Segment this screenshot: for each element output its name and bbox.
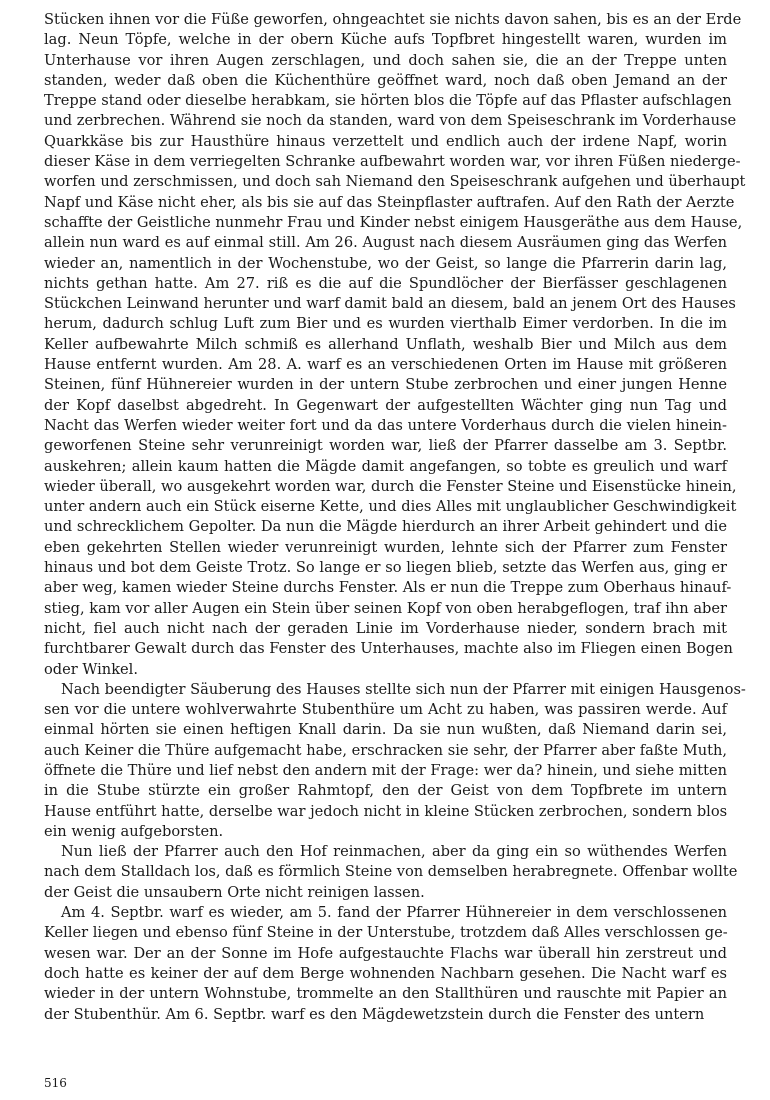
text-line: Keller liegen und ebenso fünf Steine in der Unterstube, trotzdem daß Alles verschlossen ge- [44,924,728,942]
text-line: worfen und zerschmissen, und doch sah Niemand den Speiseschrank aufgehen und überhaupt [44,173,746,191]
text-line: Stücken ihnen vor die Füße geworfen, ohngeachtet sie nichts davon sahen, bis es an der Erde [44,11,742,28]
text-line: furchtbarer Gewalt durch das Fenster des Unterhauses, machte also im Fliegen einen Bogen [44,640,733,658]
paragraph [44,903,727,1025]
text-line: wieder an, namentlich in der Wochenstube, wo der Geist, so lange die Pfarrerin darin lag, [44,254,727,272]
text-line: herum, dadurch schlug Luft zum Bier und es wurden vierthalb Eimer verdorben. In die im [44,315,727,333]
text-line: hinaus und bot dem Geiste Trotz. So lange er so liegen blieb, setzte das Werfen aus, ging er [44,559,727,577]
text-line: und schrecklichem Gepolter. Da nun die Mägde hierdurch an ihrer Arbeit gehindert und die [44,518,727,536]
text-line: einmal hörten sie einen heftigen Knall darin. Da sie nun wußten, daß Niemand darin sei, [44,721,727,739]
text-line: eben gekehrten Stellen wieder verunreinigt wurden, lehnte sich der Pfarrer zum Fenster [44,538,727,556]
text-line: der Stubenthür. Am 6. Septbr. warf es den Mägdewetzstein durch die Fenster des untern [44,1005,705,1023]
text-line: nicht, fiel auch nicht nach der geraden Linie im Vorderhause nieder, sondern brach mit [44,619,727,637]
text-line: Nun ließ der Pfarrer auch den Hof reinmachen, aber da ging ein so wüthendes Werfen [61,843,727,861]
text-line: Am 4. Septbr. warf es wieder, am 5. fand der Pfarrer Hühnereier in dem verschlossenen [61,904,727,922]
text-line: öffnete die Thüre und lief nebst den andern mit der Frage: wer da? hinein, und siehe mitten [44,761,727,779]
paragraph [44,10,746,680]
text-line: sen vor die untere wohlverwahrte Stubenthüre um Acht zu haben, was passiren werde. Auf [44,701,727,719]
paragraph [44,842,738,903]
text-line: der Geist die unsaubern Orte nicht reinigen lassen. [44,883,425,901]
text-line: nach dem Stalldach los, daß es förmlich Steine von demselben herabregnete. Offenbar wollte [44,863,738,881]
text-line: allein nun ward es auf einmal still. Am 26. August nach diesem Ausräumen ging das Werfen [44,234,727,252]
text-line: Treppe stand oder dieselbe herabkam, sie hörten blos die Töpfe auf das Pflaster aufschlagen [44,92,732,110]
text-line: doch hatte es keiner der auf dem Berge wohnenden Nachbarn gesehen. Die Nacht warf es [44,964,727,982]
text-line: Unterhause vor ihren Augen zerschlagen, und doch sahen sie, die an der Treppe unten [44,51,727,69]
page-number: 516 [44,1076,67,1090]
text-line: in die Stube stürzte ein großer Rahmtopf, den der Geist von dem Topfbrete im untern [44,782,727,800]
text-line: wieder überall, wo ausgekehrt worden war, durch die Fenster Steine und Eisenstücke hinein, [44,477,737,495]
text-line: geworfenen Steine sehr verunreinigt worden war, ließ der Pfarrer dasselbe am 3. Septbr. [44,437,727,455]
text-line: aber weg, kamen wieder Steine durchs Fenster. Als er nun die Treppe zum Oberhaus hinauf- [44,579,732,597]
text-line: Steinen, fünf Hühnereier wurden in der untern Stube zerbrochen und einer jungen Henne [44,376,727,394]
text-line: schaffte der Geistliche nunmehr Frau und Kinder nebst einigem Hausgeräthe aus dem Hause, [44,213,743,231]
text-line: Stückchen Leinwand herunter und warf damit bald an diesem, bald an jenem Ort des Hauses [44,295,736,313]
text-line: lag. Neun Töpfe, welche in der obern Küche aufs Topfbret hingestellt waren, wurden im [44,31,727,49]
text-line: Keller aufbewahrte Milch schmiß es allerhand Unflath, weshalb Bier und Milch aus dem [44,335,727,353]
text-line: wesen war. Der an der Sonne im Hofe aufgestauchte Flachs war überall hin zerstreut und [44,944,727,962]
text-line: nichts gethan hatte. Am 27. riß es die auf die Spundlöcher der Bierfässer geschlagenen [44,274,727,292]
text-line: oder Winkel. [44,660,138,678]
text-line: Hause entführt hatte, derselbe war jedoch nicht in kleine Stücken zerbrochen, sondern blos [44,802,728,820]
text-line: Napf und Käse nicht eher, als bis sie auf das Steinpflaster auftrafen. Auf den Rath der Aerzte [44,193,735,211]
text-line: wieder in der untern Wohnstube, trommelte an den Stallthüren und rauschte mit Papier an [44,985,727,1003]
body-text [44,10,746,1025]
text-line: Quarkkäse bis zur Hausthüre hinaus verzettelt und endlich auch der irdene Napf, worin [44,132,727,150]
text-line: Nacht das Werfen wieder weiter fort und da das untere Vorderhaus durch die vielen hinein- [44,416,727,434]
text-line: Hause entfernt wurden. Am 28. A. warf es an verschiedenen Orten im Hause mit größeren [44,356,727,374]
text-line: und zerbrechen. Während sie noch da standen, ward von dem Speiseschrank im Vorderhause [44,112,737,130]
paragraph [44,680,746,842]
text-line: auskehren; allein kaum hatten die Mägde damit angefangen, so tobte es greulich und warf [44,457,727,475]
text-line: Nach beendigter Säuberung des Hauses stellte sich nun der Pfarrer mit einigen Hausgenos- [61,680,746,698]
text-line: dieser Käse in dem verriegelten Schranke aufbewahrt worden war, vor ihren Füßen niederge- [44,153,741,171]
text-line: stieg, kam vor aller Augen ein Stein über seinen Kopf von oben herabgeflogen, traf ihn aber [44,599,727,617]
text-line: der Kopf daselbst abgedreht. In Gegenwart der aufgestellten Wächter ging nun Tag und [44,396,727,414]
text-line: unter andern auch ein Stück eiserne Kette, und dies Alles mit unglaublicher Geschwindigkeit [44,498,737,516]
text-line: auch Keiner die Thüre aufgemacht habe, erschracken sie sehr, der Pfarrer aber faßte Muth, [44,741,727,759]
text-line: ein wenig aufgeborsten. [44,822,224,840]
text-line: standen, weder daß oben die Küchenthüre geöffnet ward, noch daß oben Jemand an der [44,71,727,89]
